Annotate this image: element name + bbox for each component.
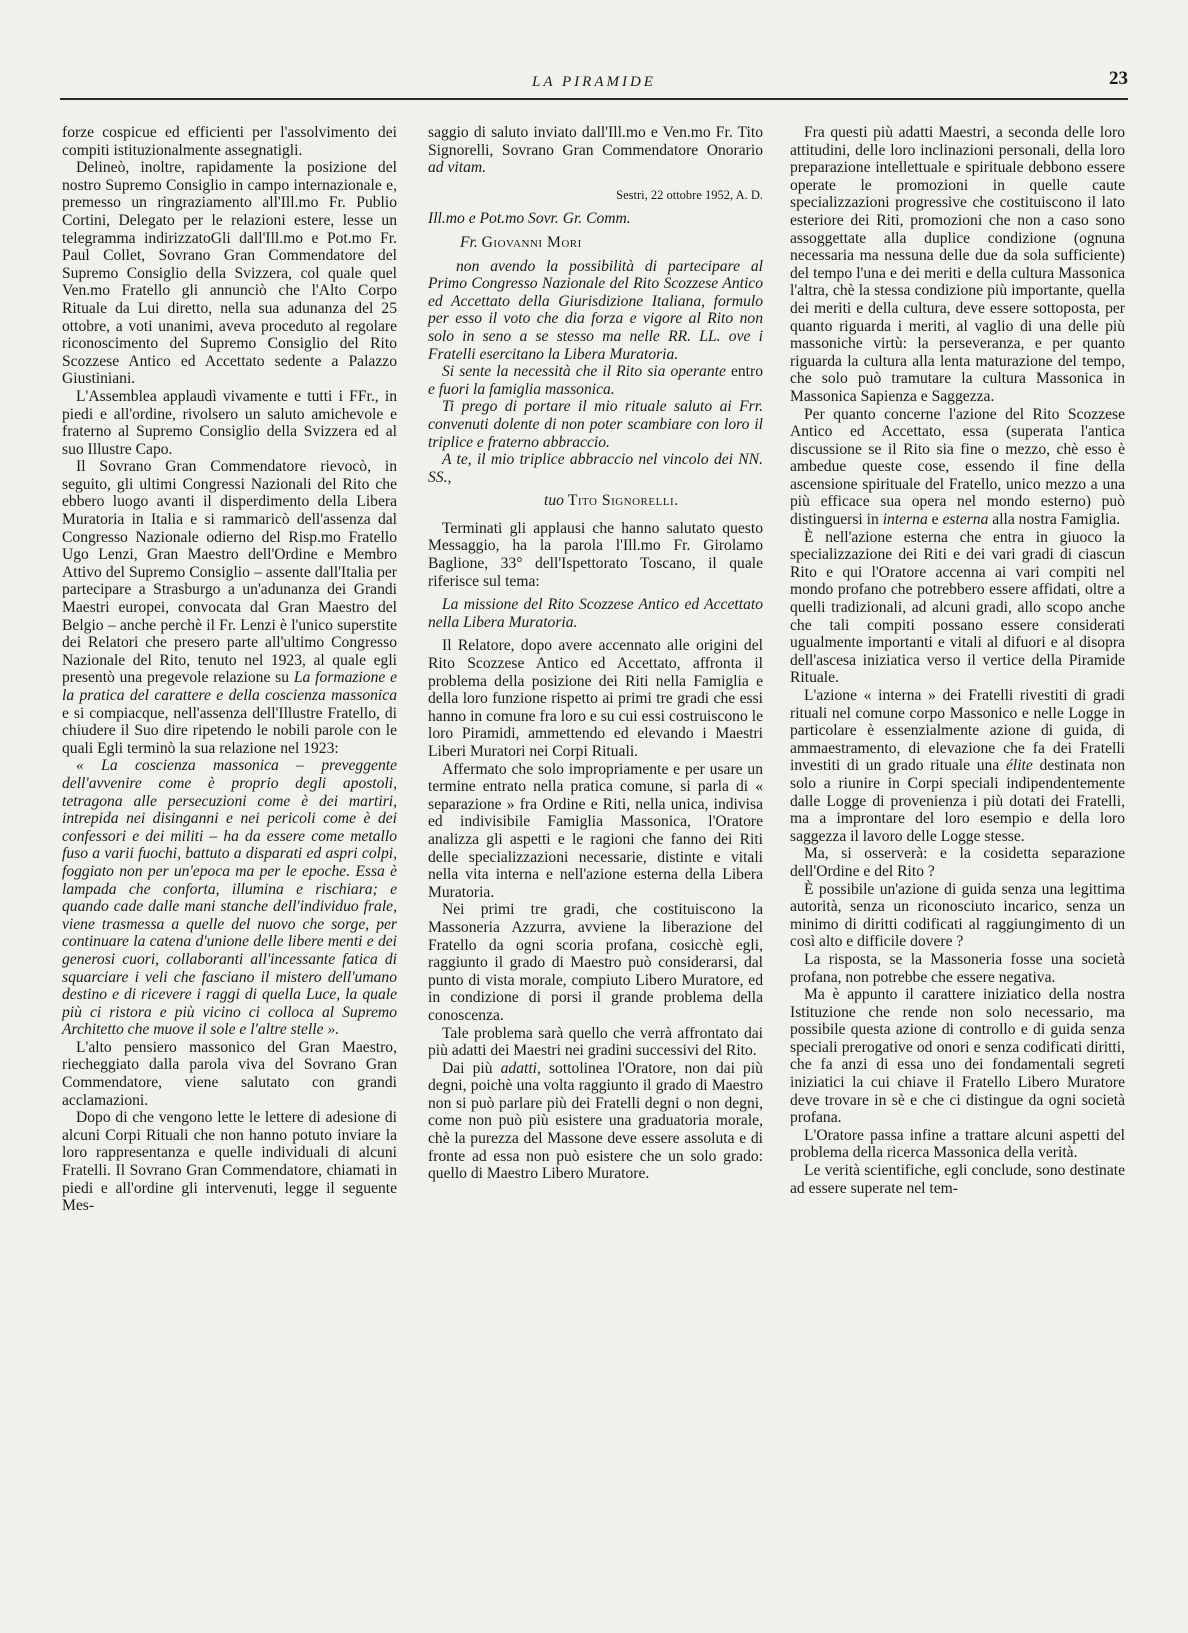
letter-text: Si sente la necessità che il Rito sia operante [442, 363, 731, 381]
paragraph: Le verità scientifiche, egli conclude, sono destinate ad essere superate nel tem- [790, 1162, 1125, 1197]
running-title: LA PIRAMIDE [532, 74, 656, 90]
text-run: saggio di saluto inviato dall'Ill.mo e Ven.mo Fr. Tito Signorelli, Sovrano Gran Commendatore Onorario [428, 124, 763, 159]
paragraph: L'Oratore passa infine a trattare alcuni aspetti del problema della ricerca Massonica della verità. [790, 1126, 1125, 1162]
letter-paragraph [428, 398, 763, 451]
italic-title: La formazione e la pratica del carattere e della coscienza massonica [62, 669, 398, 704]
text-run: Dai più [442, 1059, 501, 1077]
addressee-name: Giovanni Mori [481, 233, 582, 251]
letter-paragraph [428, 451, 763, 486]
paragraph [62, 458, 397, 757]
italic-text: esterna [942, 511, 989, 529]
paragraph [428, 1060, 763, 1183]
letter-paragraph [428, 258, 763, 364]
paragraph [790, 406, 1125, 529]
paragraph: Il Relatore, dopo avere accennato alle origini del Rito Scozzese Antico ed Accettato, affronta il problema della posizione dei Riti nella Famiglia e della loro funzione rispetto ai primi tre gradi che essi hanno in comune fra loro e su cui essi costruiscono le loro Piramidi, ammettendo ed elevando i Maestri Liberi Muratori nei Corpi Rituali. [428, 637, 763, 760]
text-run: Per quanto concerne l'azione del Rito Scozzese Antico ed Accettato, essa (superata l'antica discussione se il Rito sia fine o mezzo, chè esso è ambedue queste cose, essendo il fine della ascensione spirituale del Fratello, unico mezzo a una più efficace sua opera nel mondo esterno) può distinguersi in [790, 405, 1125, 529]
paragraph: È possibile un'azione di guida senza una legittima autorità, senza un riconosciuto incarico, senza un minimo di diritti codificati al raggiungimento di un così alto e difficile dovere ? [790, 880, 1125, 951]
paragraph: La risposta, se la Massoneria fosse una società profana, non potrebbe che essere negativa. [790, 950, 1125, 986]
paragraph: Ma, si osserverà: e la cosidetta separazione dell'Ordine e del Rito ? [790, 845, 1125, 880]
paragraph: Nei primi tre gradi, che costituiscono la Massoneria Azzurra, avviene la liberazione del Fratello da ogni scoria profana, cosicchè egli, raggiunto il grado di Maestro può considerarsi, dal punto di vista morale, compiuto Libero Muratore, ed in condizione di porsi il grande problema della conoscenza. [428, 901, 763, 1024]
letter-salutation [428, 210, 763, 228]
text-run: sottolinea l'Oratore, non dai più degni, poichè una volta raggiunto il grado di Maestro non si può parlare più dei Fratelli degni o non degni, come non può più esistere una graduatoria morale, chè la purezza del Massone deve essere assoluta e di fronte ad essa non può esistere che un solo grado: quello di Maestro Libero Muratore. [428, 1059, 763, 1183]
paragraph: Delineò, inoltre, rapidamente la posizione del nostro Supremo Consiglio in campo internazionale e, premesso un ringraziamento all'Ill.mo Fr. Publio Cortini, Delegato per le relazioni estere, lesse un telegramma indirizzatoGli dall'Ill.mo e Pot.mo Fr. Paul Collet, Sovrano Gran Commendatore del Supremo Consiglio della Svizzera, col quale quel Ven.mo Fratello gli annunciò che l'Alto Corpo Rituale da Lui diretto, nella sua adunanza del 25 ottobre, a voti unanimi, aveva proceduto al regolare riconoscimento del Supremo Consiglio del Rito Scozzese Antico ed Accettato sedente a Palazzo Giustiniani. [62, 159, 397, 388]
column-2 [428, 124, 763, 1183]
letter-text-upright: entro [730, 363, 763, 381]
salutation-text: Ill.mo e Pot.mo Sovr. Gr. Comm. [428, 210, 631, 228]
letter-text: e fuori la famiglia massonica. [428, 380, 615, 398]
signature-name: Tito Signorelli. [567, 492, 679, 510]
theme-text: La missione del Rito Scozzese Antico ed Accettato nella Libera Muratoria. [428, 596, 763, 631]
letter-text: Ti prego di portare il mio rituale saluto ai Frr. convenuti dolente di non poter scambiare con loro il triplice e fraterno abbraccio. [428, 398, 763, 451]
italic-text: ad vitam. [428, 159, 487, 177]
paragraph: L'alto pensiero massonico del Gran Maestro, riecheggiato dalla parola viva del Sovrano Gran Commendatore, viene salutato con grandi acclamazioni. [62, 1038, 397, 1109]
spacer [428, 177, 763, 187]
letter-paragraph [428, 363, 763, 398]
paragraph: forze cospicue ed efficienti per l'assolvimento dei compiti istituzionalmente assegnatigli. [62, 124, 397, 159]
paragraph: Tale problema sarà quello che verrà affrontato dai più adatti dei Maestri nei gradini successivi del Rito. [428, 1024, 763, 1060]
quote-text: « La coscienza massonica – preveggente dell'avvenire come è proprio degli apostoli, tetragona alle persecuzioni come è dei martiri, intrepida nei disinganni e nei pericoli come è dei confessori e dei militi – ha da essere come metallo fuso a varii fuochi, battuto a disparati ed aspri colpi, foggiato non per un'epoca ma per le epoche. Essa è lampada che conforta, illumina e rischiara; e quando cade dalle mani stanche dell'individuo frale, viene trasmessa a quelle del nuovo che sorge, per continuare la catena d'unione delle libere menti e dei generosi cuori, collaboranti all'incessante fatica di squarciare i veli che fasciano il mistero dell'umano destino e di ricevere i raggi di quella Luce, la quale più ci ristora e più vicino ci colloca al Supremo Architetto che muove il sole e l'altre stelle ». [62, 757, 397, 1039]
letter-text: non avendo la possibilità di partecipare al Primo Congresso Nazionale del Rito Scozzese Antico ed Accettato della Giurisdizione Italiana, formulo per esso il voto che dia forza e vigore al Rito non solo in seno a se stesso ma nelle RR. LL. ove i Fratelli esercitano la Libera Muratoria. [428, 257, 763, 363]
letter-text: A te, il mio triplice abbraccio nel vincolo dei NN. SS., [428, 451, 763, 486]
column-1 [62, 124, 397, 1215]
letter-addressee [428, 234, 763, 252]
spacer [428, 510, 763, 520]
quotation [62, 757, 397, 1039]
text-run: alla nostra Famiglia. [988, 511, 1121, 529]
paragraph [428, 124, 763, 177]
theme-title [428, 596, 763, 631]
text-run: L'azione « interna » dei Fratelli rivestiti di gradi rituali nel comune corpo Massonico e nelle Logge in particolare è essenzialmente azione di guida, di ammaestramento, di elevazione che fa dei Fratelli investiti di un grado rituale una [790, 687, 1125, 775]
paragraph: È nell'azione esterna che entra in giuoco la specializzazione dei Riti e dei vari gradi di ciascun Rito e qui l'Oratore accenna ai vari compiti nel mondo profano che potrebbero essere affidati, oltre a quelli tradizionali, ad alcuni gradi, allo scopo anche che tali compiti possano essere considerati ugualmente importanti e vitali al difuori e al disopra dell'ascesa iniziatica verso il vertice della Piramide Rituale. [790, 528, 1125, 687]
signature-prefix: tuo [544, 492, 564, 510]
page-number: 23 [1109, 68, 1128, 89]
text-run: e [927, 511, 943, 529]
page-header [60, 68, 1128, 98]
header-rule [60, 98, 1128, 100]
letter-signature [428, 492, 763, 510]
paragraph: Affermato che solo impropriamente e per usare un termine entrato nella pratica comune, si parla di « separazione » fra Ordine e Riti, nella unica, indivisa ed indivisibile Famiglia Massonica, l'Oratore analizza gli aspetti e le ragioni che fanno dei Riti delle specializzazioni necessarie, distinte e vitali nella vita interna e nell'azione esterna della Libera Muratoria. [428, 760, 763, 901]
italic-text: interna [882, 511, 928, 529]
paragraph: Dopo di che vengono lette le lettere di adesione di alcuni Corpi Rituali che non hanno potuto inviare la loro rappresentanza e quelle individuali di alcuni Fratelli. Il Sovrano Gran Commendatore, chiamati in piedi e all'ordine gli intervenuti, legge il seguente Mes- [62, 1109, 397, 1215]
column-3 [790, 124, 1125, 1197]
paragraph [790, 687, 1125, 845]
letter-dateline: Sestri, 22 ottobre 1952, A. D. [616, 187, 763, 202]
italic-text: élite [1005, 757, 1033, 775]
text-run: e si compiacque, nell'assenza dell'Illustre Fratello, di chiudere il Suo dire ripetendo le nobili parole con le quali Egli terminò la sua relazione nel 1923: [62, 704, 397, 757]
paragraph: Fra questi più adatti Maestri, a seconda delle loro attitudini, delle loro inclinazioni personali, della loro preparazione intellettuale e spirituale debbono essere operate le promozioni in quelle caute specializzazioni progressive che costituiscono il lato esteriore dei Riti, promozioni che non a caso sono assoggettate alla duplice condizione (ognuna necessaria ma nessuna delle due da sola sufficiente) del tempo l'una e dei meriti e della cultura Massonica l'altra, chè la stessa condizione più importante, quella dei meriti e della cultura, deve essere sottoposta, per quanto riguarda i meriti, al vaglio di una delle più massoniche virtù: la perseveranza, e per quanto riguarda la cultura alla lenta maturazione del tempo, che solo può tramutare la cultura Massonica in Massonica Sapienza e Saggezza. [790, 124, 1125, 405]
text-run: Il Sovrano Gran Commendatore rievocò, in seguito, gli ultimi Congressi Nazionali del Rito che ebbero luogo avanti il disperdimento della Libera Muratoria in Italia e si rammaricò dell'assenza dal Congresso Nazionale odierno del Risp.mo Fratello Ugo Lenzi, Gran Maestro dell'Ordine e Membro Attivo del Supremo Consiglio – assente dall'Italia per partecipare a Strasburgo a un'adunanza dei Grandi Maestri europei, convocata dal Gran Maestro del Belgio – anche perchè il Fr. Lenzi è l'unico superstite dei Relatori che presero parte all'ultimo Congresso Nazionale del Rito, tenuto nel 1923, al quale egli presentò una pregevole relazione su [62, 458, 397, 687]
paragraph: Terminati gli applausi che hanno salutato questo Messaggio, ha la parola l'Ill.mo Fr. Girolamo Baglione, 33° dell'Ispettorato Toscano, il quale riferisce sul tema: [428, 519, 763, 590]
italic-text: adatti, [500, 1059, 541, 1077]
paragraph: L'Assemblea applaudì vivamente e tutti i FFr., in piedi e all'ordine, rivolsero un saluto amichevole e fraterno al Supremo Consiglio della Svizzera ed al suo Illustre Capo. [62, 387, 397, 458]
addressee-prefix: Fr. [460, 233, 478, 251]
text-run: destinata non solo a riunire in Corpi speciali indipendentemente dalle Logge di provenienza i più dotati dei Fratelli, ma a improntare del loro esempio e della loro saggezza il lavoro delle Logge stesse. [790, 757, 1125, 845]
paragraph: Ma è appunto il carattere iniziatico della nostra Istituzione che rende non solo necessario, ma possibile questa azione di controllo e di guida senza speciali prerogative od onori e senza codificati diritti, che fa anzi di essa uno dei fondamentali segreti iniziatici la cui chiave il Fratello Libero Muratore deve trovare in sè e che ci distingue da ogni società profana. [790, 986, 1125, 1127]
